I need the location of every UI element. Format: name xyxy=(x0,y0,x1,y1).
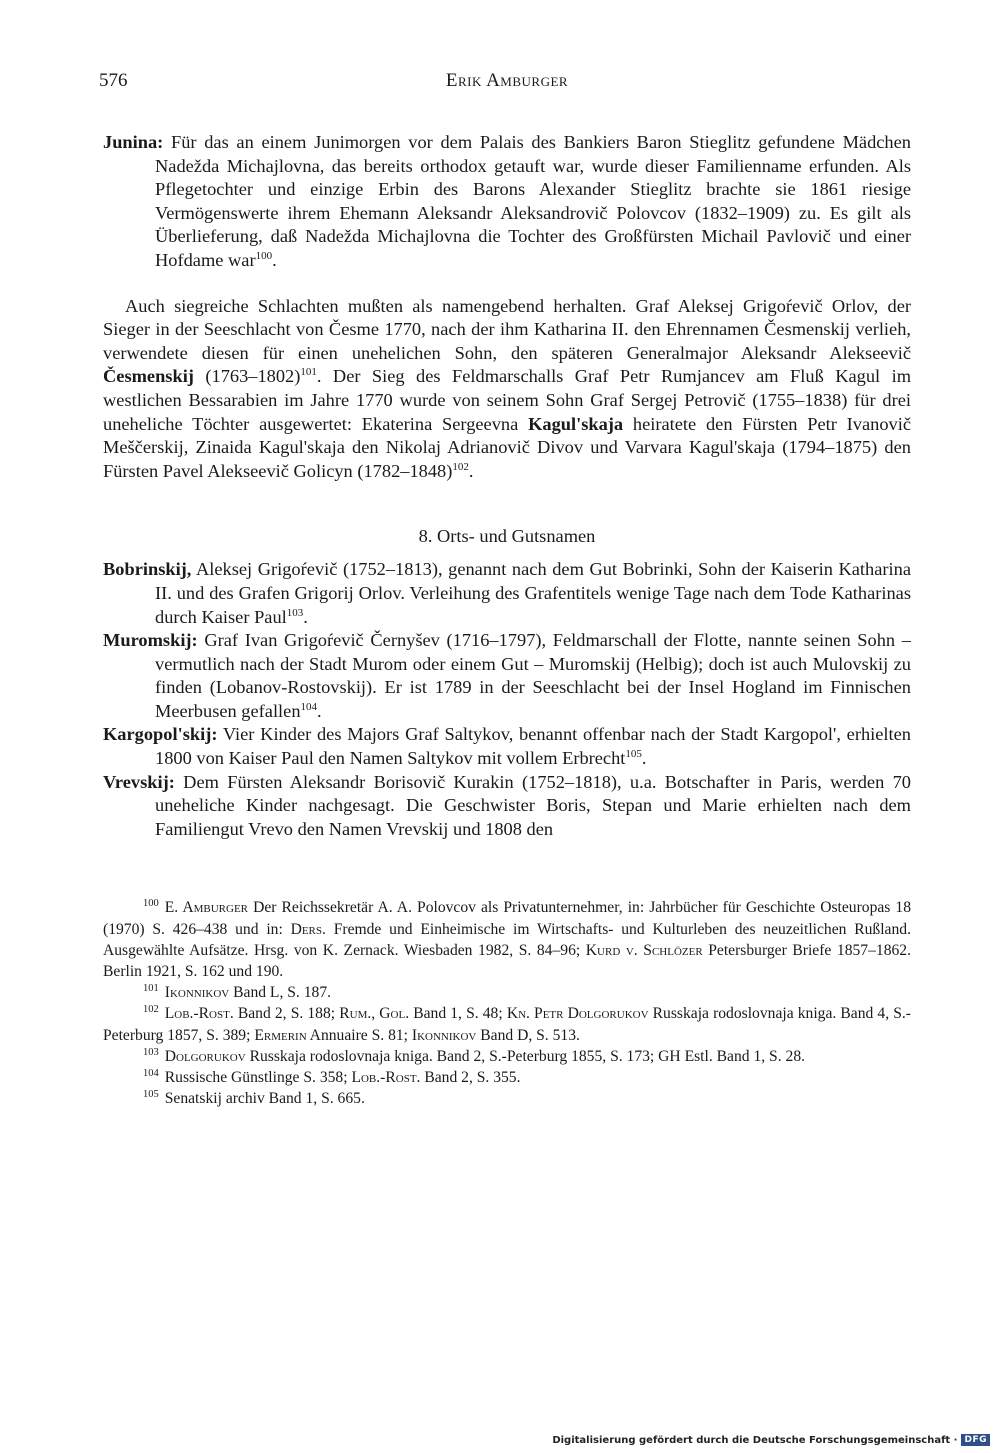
footnotes xyxy=(103,897,911,1109)
footnote-ref[interactable]: 101 xyxy=(300,366,317,379)
page-number: 576 xyxy=(99,70,128,91)
name-cesmenskij: Česmenskij xyxy=(103,366,194,387)
footnote-number: 105 xyxy=(143,1089,159,1101)
footnote-author: Rum., Gol. xyxy=(339,1005,410,1023)
entry-term: Bobrinskij, xyxy=(103,559,192,580)
footnote-ref[interactable]: 103 xyxy=(286,606,304,619)
entry-text: Aleksej Grigoŕevič (1752–1813), genannt nach dem Gut Bobrinki, Sohn der Kaiserin Katharina II. und des Grafen Grigorij Orlov. Verleihung des Grafentitels wenige Tage nach dem Tode Katharinas durch Kaiser Paul xyxy=(155,559,911,627)
footnote-author: Kn. Petr Dolgorukov xyxy=(506,1005,649,1023)
footnote-text: Fremde und Einheimische im Wirtschafts- und Kulturleben des neuzeitlichen Rußland. Ausgewählte Aufsätze. Hrsg. von K. Zernack. Wiesbaden 1982, S. 84–96; xyxy=(103,920,911,959)
entry-muromskij xyxy=(103,629,911,723)
dfg-logo-icon: DFG xyxy=(961,1434,990,1446)
para-text: (1763–1802) xyxy=(193,366,301,387)
entry-term: Vrevskij: xyxy=(103,771,175,792)
para-text: . xyxy=(468,460,474,481)
footnote-author: Dolgorukov xyxy=(164,1047,246,1065)
book-page xyxy=(99,70,912,1109)
footnote-text: Band 2, S. 188; xyxy=(233,1005,340,1023)
footnote-author: Ders. xyxy=(290,920,326,938)
footnote-text: Senatskij archiv Band 1, S. 665. xyxy=(164,1090,365,1108)
entry-text: Vier Kinder des Majors Graf Saltykov, benannt offenbar nach der Stadt Kargopol', erhielten 1800 von Kaiser Paul den Namen Saltykov mit vollem Erbrecht xyxy=(155,724,911,769)
footnote-102 xyxy=(103,1003,911,1045)
footnote-text: Band 1, S. 48; xyxy=(409,1005,507,1023)
footnote-ref[interactable]: 100 xyxy=(255,249,273,262)
footnote-text: Annuaire S. 81; xyxy=(306,1026,412,1044)
footnote-text: Band 2, S. 355. xyxy=(420,1069,521,1087)
running-title: Erik Amburger xyxy=(445,70,569,91)
footnote-number: 101 xyxy=(143,983,159,995)
para-text: Auch siegreiche Schlachten mußten als namengebend herhalten. Graf Aleksej Grigoŕevič Orlov, der Sieger in der Seeschlacht von Česme 1770, nach der ihm Katharina II. den Ehrennamen Česmenskij verlieh, verwendete diesen für einen unehelichen Sohn, den späteren Generalmajor Aleksandr Alekseevič xyxy=(103,295,911,363)
entry-term: Junina: xyxy=(103,132,164,152)
entry-bobrinskij xyxy=(103,558,911,629)
footnote-100 xyxy=(103,897,911,982)
footnote-text: Band D, S. 513. xyxy=(476,1026,580,1044)
footnote-text: Band L, S. 187. xyxy=(229,984,332,1002)
footnote-author: E. Amburger xyxy=(164,899,249,917)
entry-vrevskij xyxy=(103,771,911,842)
dfg-credit xyxy=(552,1434,990,1446)
section-heading: 8. Orts- und Gutsnamen xyxy=(418,526,596,547)
footnote-ref[interactable]: 102 xyxy=(452,460,469,473)
footnote-number: 100 xyxy=(143,898,159,910)
name-kagulskaja: Kagul'skaja xyxy=(528,413,624,434)
credit-text: Digitalisierung gefördert durch die Deutsche Forschungsgemeinschaft · xyxy=(552,1434,958,1446)
entry-text: Dem Fürsten Aleksandr Borisovič Kurakin (1752–1818), u.a. Botschafter in Paris, werden 70 uneheliche Kinder nachgesagt. Die Geschwister Boris, Stepan und Marie erhielten nach dem Familiengut Vrevo den Namen Vrevskij und 1808 den xyxy=(155,771,911,839)
footnote-number: 102 xyxy=(143,1004,159,1016)
para-text: heiratete den Fürsten Petr Ivanovič Meščerskij, Zinaida Kagul'skaja den Nikolaj Adrianovič Divov und Varvara Kagul'skaja (1794–1875) den Fürsten Pavel Alekseevič Golicyn (1782–1848) xyxy=(103,413,912,481)
entry-text: Graf Ivan Grigoŕevič Černyšev (1716–1797), Feldmarschall der Flotte, nannte seinen Sohn – vermutlich nach der Stadt Murom oder einem Gut – Muromskij (Helbig); doch ist auch Mulovskij zu finden (Lobanov-Rostovskij). Er ist 1789 in der Seeschlacht bei der Insel Hogland im Finnischen Meerbusen gefallen xyxy=(155,630,911,721)
footnote-number: 103 xyxy=(143,1046,159,1058)
footnote-author: Lob.-Rost. xyxy=(164,1005,234,1023)
entry-term: Kargopol'skij: xyxy=(103,724,218,745)
footnote-104 xyxy=(103,1067,911,1088)
footnote-author: Ikonnikov xyxy=(411,1026,477,1044)
entry-end: . xyxy=(641,748,647,769)
entry-kargopolskij xyxy=(103,723,911,770)
para-text: . Der Sieg des Feldmarschalls Graf Petr Rumjancev am Fluß Kagul im westlichen Bessarabien im Jahre 1770 wurde von seinem Sohn Graf Sergej Petrovič (1755–1838) für drei uneheliche Töchter ausgewertet: Ekaterina Sergeevna xyxy=(103,366,912,434)
entry-text: Für das an einem Junimorgen vor dem Palais des Bankiers Baron Stieglitz gefundene Mädchen Nadežda Michajlovna, das bereits orthodox getauft war, wurde dieser Familienname erfunden. Als Pflegetochter und einzige Erbin des Barons Alexander Stieglitz brachte sie 1861 riesige Vermögenswerte ihrem Ehemann Aleksandr Aleksandrovič Polovcov (1832–1909) zu. Es gilt als Überlieferung, daß Nadežda Michajlovna die Tochter des Großfürsten Michail Pavlovič und einer Hofdame war xyxy=(155,132,911,270)
entry-junina xyxy=(103,131,911,273)
footnote-author: Ermerin xyxy=(254,1026,307,1044)
footnote-text: Russkaja rodoslovnaja kniga. Band 2, S.-Peterburg 1855, S. 173; GH Estl. Band 1, S. 28. xyxy=(245,1047,806,1065)
entry-end: . xyxy=(272,249,277,270)
footnote-text: Russkaja rodoslovnaja kniga. Band 4, S.-Peterburg 1857, S. 389; xyxy=(103,1005,912,1044)
footnote-number: 104 xyxy=(143,1067,159,1079)
footnote-ref[interactable]: 105 xyxy=(625,747,642,760)
footnote-text: Russische Günstlinge S. 358; xyxy=(164,1069,352,1087)
page-header xyxy=(99,70,911,100)
footnote-text: Der Reichssekretär A. A. Polovcov als Privatunternehmer, in: Jahrbücher für Geschichte Osteuropas 18 (1970) S. 426–438 und in: xyxy=(103,899,912,938)
paragraph-battles xyxy=(103,295,911,484)
footnote-author: Lob.-Rost. xyxy=(351,1069,421,1087)
entry-end: . xyxy=(317,700,322,721)
footnote-author: Ikonnikov xyxy=(164,984,230,1002)
footnote-text: Petersburger Briefe 1857–1862. Berlin 1921, S. 162 und 190. xyxy=(103,941,911,981)
entry-term: Muromskij: xyxy=(103,630,198,651)
footnote-author: Kurd v. Schlözer xyxy=(585,941,703,959)
footnote-101 xyxy=(103,982,911,1003)
footnote-103 xyxy=(103,1046,911,1067)
entry-end: . xyxy=(303,606,308,627)
footnote-ref[interactable]: 104 xyxy=(300,700,318,713)
footnote-105 xyxy=(103,1088,911,1109)
